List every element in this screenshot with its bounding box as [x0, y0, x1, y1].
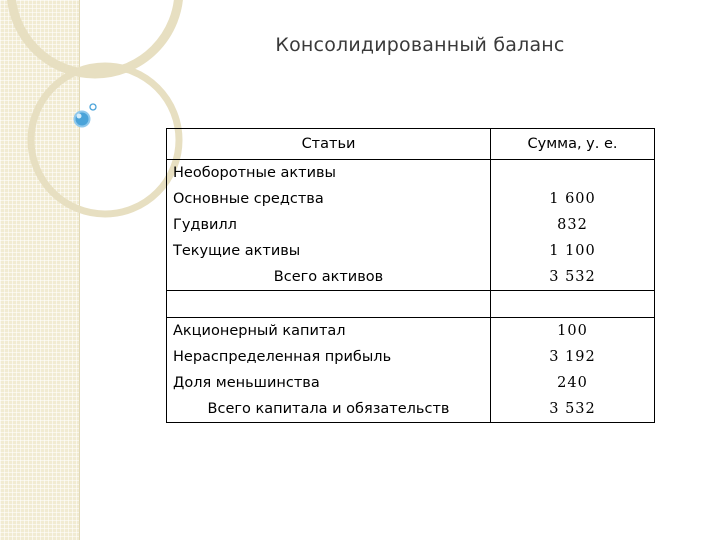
table-row — [167, 318, 655, 345]
row-item: Акционерный капитал — [167, 318, 491, 345]
row-amount: 1 600 — [549, 191, 596, 207]
balance-table — [166, 128, 655, 423]
slide-title: Консолидированный баланс — [275, 34, 565, 56]
assets-total-label: Всего активов — [167, 264, 491, 291]
table-row — [167, 160, 655, 187]
bubble-small-icon — [90, 104, 96, 110]
table-row — [167, 186, 655, 212]
table-header-row — [167, 129, 655, 160]
separator-cell-left — [167, 291, 491, 318]
header-amount: Сумма, у. е. — [491, 129, 655, 160]
row-item: Основные средства — [167, 186, 491, 212]
row-item: Текущие активы — [167, 238, 491, 264]
liabilities-total-row — [167, 396, 655, 423]
row-amount: 1 100 — [549, 243, 596, 259]
row-amount — [491, 160, 655, 187]
table-row — [167, 238, 655, 264]
table-row — [167, 370, 655, 396]
row-amount: 240 — [557, 375, 588, 391]
header-item: Статьи — [167, 129, 491, 160]
row-item: Доля меньшинства — [167, 370, 491, 396]
liabilities-total-label: Всего капитала и обязательств — [167, 396, 491, 423]
table-row — [167, 212, 655, 238]
separator-cell-right — [491, 291, 655, 318]
liabilities-total-amount: 3 532 — [549, 401, 596, 417]
bubble-highlight-icon — [77, 114, 82, 119]
row-amount: 832 — [557, 217, 588, 233]
row-amount: 100 — [557, 323, 588, 339]
bubble-large-icon — [75, 112, 90, 127]
assets-total-row — [167, 264, 655, 291]
table-row — [167, 344, 655, 370]
row-item: Гудвилл — [167, 212, 491, 238]
assets-total-amount: 3 532 — [491, 264, 655, 291]
decorative-arc-middle — [31, 66, 179, 214]
row-item: Необоротные активы — [167, 160, 491, 187]
separator-row — [167, 291, 655, 318]
row-amount: 3 192 — [549, 349, 596, 365]
row-item: Нераспределенная прибыль — [167, 344, 491, 370]
